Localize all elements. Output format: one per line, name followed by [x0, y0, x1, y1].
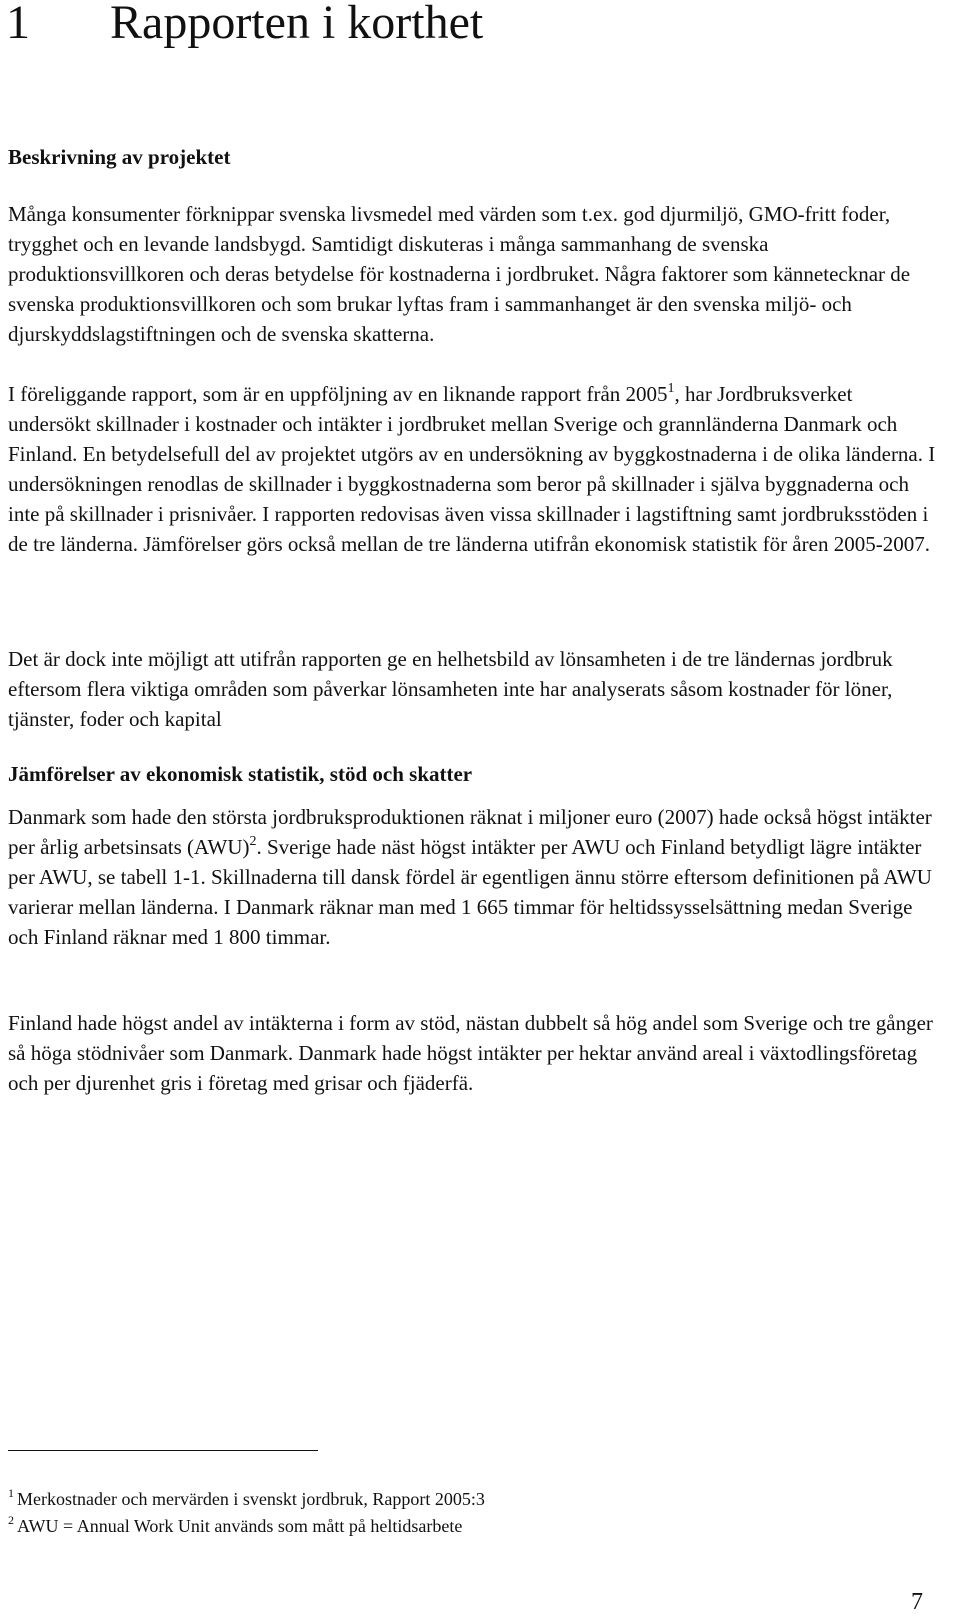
footnote-1 [8, 1486, 485, 1511]
page-number: 7 [911, 1589, 923, 1615]
section-heading-project-description: Beskrivning av projektet [8, 145, 231, 169]
paragraph-intro: Många konsumenter förknippar svenska livsmedel med värden som t.ex. god djurmiljö, GMO-fritt foder, trygghet och en levande landsbygd. Samtidigt diskuteras i många sammanhang de svenska produktionsvillkoren och deras betydelse för kostnaderna i jordbruket. Några faktorer som kännetecknar de svenska produktionsvillkoren och som brukar lyftas fram i sammanhanget är den svenska miljö- och djurskyddslagstiftningen och de svenska skatterna. [8, 202, 911, 346]
footnote-mark: 2 [8, 1513, 14, 1527]
section-heading-comparisons: Jämförelser av ekonomisk statistik, stöd och skatter [8, 762, 473, 786]
chapter-number: 1 [6, 0, 30, 49]
paragraph-denmark-awu [8, 802, 936, 952]
footnote-mark: 1 [8, 1486, 14, 1500]
footnote-text: Merkostnader och mervärden i svenskt jordbruk, Rapport 2005:3 [17, 1489, 485, 1509]
chapter-title: Rapporten i korthet [110, 0, 484, 49]
paragraph-report-scope [8, 379, 936, 559]
paragraph-finland-support: Finland hade högst andel av intäkterna i form av stöd, nästan dubbelt så hög andel som Sverige och tre gånger så höga stödnivåer som Danmark. Danmark hade högst intäkter per hektar använd areal i växtodlingsföretag och per djurenhet gris i företag med grisar och fjäderfä. [8, 1011, 933, 1095]
footnote-reference-1: 1 [667, 381, 675, 396]
footnote-divider [8, 1450, 318, 1451]
paragraph-text: . Sverige hade näst högst intäkter per AWU och Finland betydligt lägre intäkter per AWU, se tabell 1-1. Skillnaderna till dansk fördel är egentligen ännu större eftersom definitionen på AWU varierar mellan länderna. I Danmark räknar man med 1 665 timmar för heltidssysselsättning medan Sverige och Finland räknar med 1 800 timmar. [8, 835, 932, 949]
footnote-text: AWU = Annual Work Unit används som mått på heltidsarbete [17, 1516, 463, 1536]
paragraph-limitations: Det är dock inte möjligt att utifrån rapporten ge en helhetsbild av lönsamheten i de tre ländernas jordbruk eftersom flera viktiga områden som påverkar lönsamheten inte har analyserats såsom kostnader för löner, tjänster, foder och kapital [8, 647, 893, 731]
paragraph-text: Danmark som hade den största jordbruksproduktionen räknat i miljoner euro (2007) hade också högst intäkter per årlig arbetsinsats (AWU) [8, 805, 932, 859]
footnote-2 [8, 1513, 463, 1538]
paragraph-text: I föreliggande rapport, som är en uppföljning av en liknande rapport från 2005 [8, 382, 668, 406]
footnote-reference-2: 2 [249, 834, 257, 849]
chapter-heading [6, 0, 483, 52]
paragraph-text: , har Jordbruksverket undersökt skillnader i kostnader och intäkter i jordbruket mellan Sverige och grannländerna Danmark och Finland. En betydelsefull del av projektet utgörs av en undersökning av byggkostnaderna i de olika länderna. I undersökningen renodlas de skillnader i byggkostnaderna som beror på skillnader i själva byggnaderna och inte på skillnader i prisnivåer. I rapporten redovisas även vissa skillnader i lagstiftning samt jordbruksstöden i de tre länderna. Jämförelser görs också mellan de tre länderna utifrån ekonomisk statistik för åren 2005-2007. [8, 382, 936, 556]
